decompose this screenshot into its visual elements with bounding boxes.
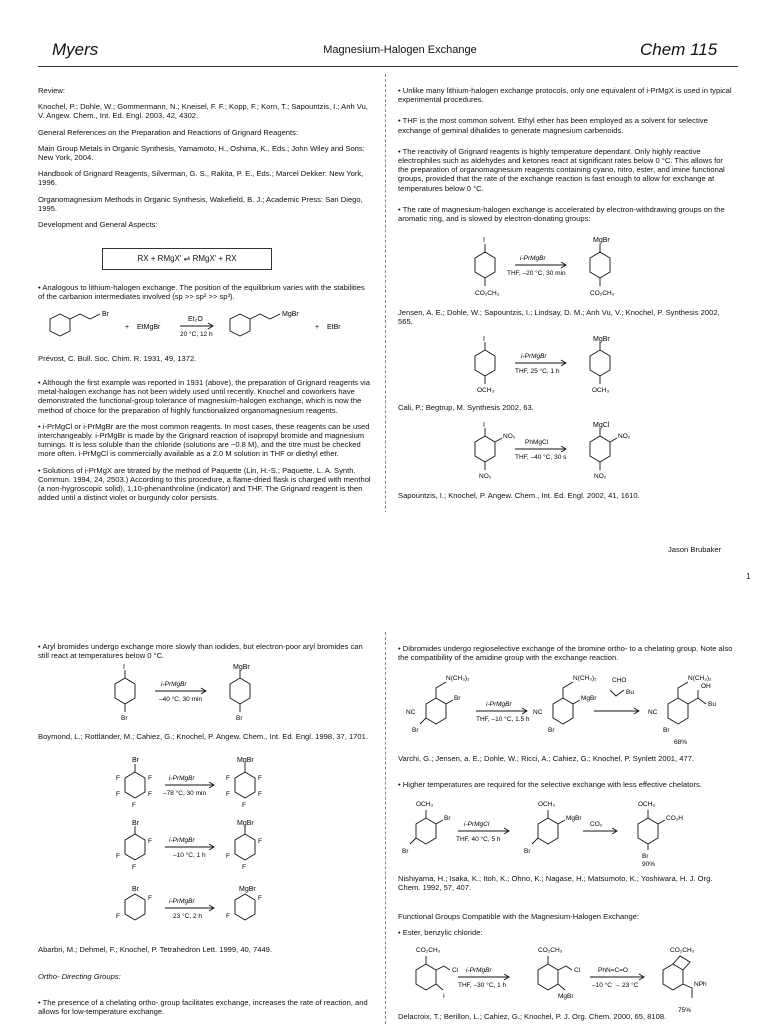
reaction-ester-iodide — [455, 234, 655, 305]
svg-text:F: F — [226, 791, 230, 798]
svg-text:Br: Br — [132, 886, 139, 893]
svg-text:F: F — [242, 802, 246, 809]
svg-text:CO₂CH₃: CO₂CH₃ — [670, 947, 695, 954]
svg-text:Br: Br — [132, 757, 139, 764]
citation-jensen: Jensen, A. E.; Dohle, W.; Sapountzis, I.; Lindsay, D. M.; Anh Vu, V.; Knochel, P. Synthesis 2002, 565. — [398, 308, 720, 327]
svg-text:Br: Br — [121, 715, 128, 722]
reaction-pentafluoro — [105, 754, 285, 825]
left-bullets — [38, 378, 373, 509]
svg-text:I: I — [483, 237, 485, 244]
svg-text:EtMgBr: EtMgBr — [137, 324, 161, 331]
reaction-difluoro — [105, 882, 285, 941]
svg-text:I: I — [123, 664, 125, 671]
svg-text:MgBr: MgBr — [593, 237, 610, 244]
ortho-directing-heading: Ortho- Directing Groups: — [38, 972, 121, 981]
svg-text:Br: Br — [642, 853, 649, 860]
svg-text:OCH₃: OCH₃ — [477, 387, 495, 394]
reaction-ester-isocyanate — [398, 942, 738, 1021]
svg-text:NC: NC — [533, 709, 543, 716]
bullet-temperature: • The reactivity of Grignard reagents is highly temperature dependant. Only highly reactive electrophiles such as aldehydes and ketones react at significant rates below 0 °C. This allows for the preparation of organomagnesium reagents containing cyano, nitro, ester, and imine functional groups, provided that the rate of the exchange reaction is fast enough to allow for exchange at temperatures below 0 °C. — [398, 147, 733, 193]
svg-text:N(CH₃)₂: N(CH₃)₂ — [446, 675, 470, 682]
svg-text:Cl: Cl — [574, 967, 581, 974]
bullet-equivalent: • Unlike many lithium-halogen exchange protocols, only one equivalent of i-PrMgX is used in typical experimental procedures. — [398, 86, 733, 104]
svg-text:CO₂H: CO₂H — [666, 815, 683, 822]
left-column-top — [38, 86, 373, 236]
svg-text:I: I — [483, 422, 485, 429]
svg-text:+: + — [125, 324, 130, 331]
svg-text:Br: Br — [548, 727, 555, 734]
svg-text:F: F — [148, 895, 152, 902]
svg-text:i-PrMgBr: i-PrMgBr — [169, 775, 195, 782]
svg-text:Br: Br — [236, 715, 243, 722]
citation-prevost: Prévost, C. Bull. Soc. Chim. R. 1931, 49, 1372. — [38, 354, 197, 363]
bullet-reagents: • i-PrMgCl or i-PrMgBr are the most common reagents. In most cases, these reagents can be used interchangeably. i-PrMgBr is made by the Grignard reaction of isopropyl bromide and magnesium turnings. It is less soluble than the chloride (solutions are ~0.8 M), and the titre must be checked more often. i-PrMgCl is commercially available as a 2.0 M solution in THF or diethyl ether. — [38, 422, 373, 459]
reaction-trifluoro — [105, 818, 285, 887]
bullet-dibromides: • Dibromides undergo regioselective exchange of the bromine ortho- to a chelating group. Note also the compatibility of the amidine group with the exchange reaction. — [398, 644, 733, 669]
svg-text:Br: Br — [412, 727, 419, 734]
svg-text:CO₂CH₃: CO₂CH₃ — [538, 947, 563, 954]
svg-text:i-PrMgCl: i-PrMgCl — [464, 821, 490, 828]
svg-text:F: F — [116, 853, 120, 860]
development-heading: Development and General Aspects: — [38, 220, 158, 230]
svg-text:CO₂CH₃: CO₂CH₃ — [416, 947, 441, 954]
svg-text:F: F — [116, 791, 120, 798]
svg-text:MgBr: MgBr — [581, 695, 597, 702]
svg-text:–78 °C, 30 min: –78 °C, 30 min — [163, 790, 207, 797]
page-number: 1 — [746, 572, 751, 581]
svg-text:F: F — [132, 802, 136, 809]
svg-text:OH: OH — [701, 683, 711, 690]
citation-abarbri: Abarbri, M.; Dehmel, F.; Knochel, P. Tetrahedron Lett. 1999, 40, 7449. — [38, 945, 272, 954]
svg-text:THF, 25 °C, 1 h: THF, 25 °C, 1 h — [515, 368, 560, 375]
svg-text:CO₂: CO₂ — [590, 821, 603, 828]
header-course: Chem 115 — [640, 40, 718, 59]
svg-text:MgBr: MgBr — [593, 336, 610, 343]
equilibrium-box: RX + RMgX' ⇌ RMgX' + RX — [102, 248, 272, 270]
svg-text:F: F — [258, 895, 262, 902]
svg-text:F: F — [132, 864, 136, 871]
citation-sapountzis: Sapountzis, I.; Knochel, P. Angew. Chem., Int. Ed. Engl. 2002, 41, 1610. — [398, 491, 640, 500]
svg-text:20 °C, 12 h: 20 °C, 12 h — [180, 331, 213, 338]
svg-text:MgBr: MgBr — [233, 664, 250, 671]
bullet-history: • Although the first example was reported in 1931 (above), the preparation of Grignard reagents via metal-halogen exchange has not been widely used until recently. Knochel and coworkers have demonstrated the functional-group tolerance of magnesium-halogen exchange, which is now the method of choice for the preparation of highly functionalized organomagnesium reagents. — [38, 378, 373, 415]
svg-text:F: F — [242, 864, 246, 871]
svg-text:i-PrMgBr: i-PrMgBr — [169, 837, 195, 844]
reaction-anisole-co2 — [398, 796, 718, 873]
svg-text:PhN=C=O: PhN=C=O — [598, 967, 628, 974]
svg-text:CHO: CHO — [612, 677, 627, 684]
reaction-anisole — [455, 334, 655, 401]
general-ref-1: Main Group Metals in Organic Synthesis, Yamamoto, H., Oshima, K., Eds.; John Wiley and Sons: New York, 2004. — [38, 143, 365, 163]
svg-text:THF, –20 °C, 30 min: THF, –20 °C, 30 min — [507, 270, 566, 277]
svg-text:F: F — [258, 838, 262, 845]
svg-text:F: F — [258, 775, 262, 782]
svg-text:THF, –40 °C, 30 s: THF, –40 °C, 30 s — [515, 454, 567, 461]
svg-text:CO₂CH₃: CO₂CH₃ — [590, 290, 615, 297]
svg-text:Br: Br — [454, 695, 461, 702]
bullet-rate: • The rate of magnesium-halogen exchange is accelerated by electron-withdrawing groups on the aromatic ring, and is slowed by electron-donating groups: — [398, 205, 733, 223]
svg-text:NC: NC — [648, 709, 658, 716]
svg-text:EtBr: EtBr — [327, 324, 341, 331]
svg-text:Bu: Bu — [708, 701, 716, 708]
page-2 — [0, 512, 768, 1024]
citation-nishiyama: Nishiyama, H.; Isaka, K.; Itoh, K.; Ohno, K.; Nagase, H.; Matsumoto, K.; Yoshiwara, H. J. Org. Chem. 1992, 57, 407. — [398, 874, 713, 893]
svg-text:OCH₃: OCH₃ — [416, 801, 434, 808]
column-divider-2 — [385, 632, 386, 1024]
svg-text:F: F — [148, 838, 152, 845]
svg-text:23 °C, 2 h: 23 °C, 2 h — [173, 913, 202, 920]
svg-text:MgBr: MgBr — [566, 815, 582, 822]
svg-text:F: F — [148, 775, 152, 782]
svg-text:MgCl: MgCl — [593, 422, 610, 429]
header-rule — [38, 66, 738, 67]
svg-text:THF, –30 °C, 1 h: THF, –30 °C, 1 h — [458, 982, 507, 989]
svg-text:Br: Br — [402, 848, 409, 855]
svg-text:+: + — [315, 324, 320, 331]
svg-text:75%: 75% — [678, 1007, 692, 1014]
svg-text:F: F — [116, 775, 120, 782]
functional-groups-heading: Functional Groups Compatible with the Magnesium-Halogen Exchange: — [398, 912, 640, 921]
signature: Jason Brubaker — [668, 545, 722, 554]
svg-text:68%: 68% — [674, 739, 688, 746]
svg-text:OCH₃: OCH₃ — [538, 801, 556, 808]
svg-text:i-PrMgBr: i-PrMgBr — [521, 353, 547, 360]
svg-text:Br: Br — [444, 815, 451, 822]
svg-text:N(CH₃)₂: N(CH₃)₂ — [688, 675, 712, 682]
general-refs-heading: General References on the Preparation and Reactions of Grignard Reagents: — [38, 127, 299, 137]
svg-text:MgBr: MgBr — [237, 820, 254, 827]
svg-text:F: F — [148, 791, 152, 798]
svg-text:Br: Br — [663, 727, 670, 734]
bullet-higher-temp: • Higher temperatures are required for the selective exchange with less effective chelators. — [398, 780, 733, 796]
header-author: Myers — [52, 40, 99, 59]
general-ref-2: Handbook of Grignard Reagents, Silverman, G. S., Rakita, P. E., Eds.; Marcel Dekker: New York, 1996. — [38, 169, 364, 188]
svg-text:NC: NC — [406, 709, 416, 716]
svg-text:OCH₃: OCH₃ — [592, 387, 610, 394]
bullet-aryl-bromides: • Aryl bromides undergo exchange more slowly than iodides, but electron-poor aryl bromides can still react at temperatures below 0 °C. — [38, 642, 373, 667]
svg-text:i-PrMgBr: i-PrMgBr — [486, 701, 512, 708]
svg-text:Bu: Bu — [626, 689, 634, 696]
svg-text:90%: 90% — [642, 861, 656, 868]
reaction-iodobromobenzene — [95, 662, 295, 729]
svg-text:Br: Br — [132, 820, 139, 827]
svg-text:Br: Br — [102, 311, 109, 318]
svg-text:N(CH₃)₂: N(CH₃)₂ — [573, 675, 597, 682]
svg-text:–40 °C, 30 min: –40 °C, 30 min — [159, 696, 203, 703]
svg-text:I: I — [443, 993, 445, 1000]
svg-text:F: F — [226, 775, 230, 782]
svg-text:F: F — [226, 913, 230, 920]
citation-delacroix: Delacroix, T.; Berillon, L.; Cahiez, G.; Knochel, P. J. Org. Chem. 2000, 65, 8108. — [398, 1012, 667, 1021]
reaction-prevost — [40, 306, 370, 351]
citation-cali: Cali, P.; Begtrup, M. Synthesis 2002, 63. — [398, 403, 534, 412]
svg-text:THF, 40 °C, 5 h: THF, 40 °C, 5 h — [456, 836, 501, 843]
svg-text:F: F — [258, 791, 262, 798]
svg-text:I: I — [483, 336, 485, 343]
svg-text:OCH₃: OCH₃ — [638, 801, 656, 808]
svg-text:–10 °C, 1 h: –10 °C, 1 h — [173, 852, 206, 859]
svg-text:–10 °C → 23 °C: –10 °C → 23 °C — [592, 982, 639, 989]
svg-text:i-PrMgBr: i-PrMgBr — [520, 255, 546, 262]
svg-text:MgBr: MgBr — [237, 757, 254, 764]
svg-text:PhMgCl: PhMgCl — [525, 439, 549, 446]
svg-text:F: F — [226, 853, 230, 860]
svg-text:i-PrMgBr: i-PrMgBr — [161, 681, 187, 688]
review-heading: Review: — [38, 86, 66, 95]
bullet-titration: • Solutions of i-PrMgX are titrated by the method of Paquette (Lin, H.-S.; Paquette, L. A. Synth. Commun. 1994, 24, 2503.) According to this procedure, a flame-dried flask is charged with menthol (a non-hygroscopic solid), 1,10-phenanthroline (indicator) and THF. The Grignard reagent is then added until a distinct violet or burgundy color persists. — [38, 466, 373, 503]
reaction-dinitro — [455, 420, 655, 487]
svg-text:Cl: Cl — [452, 967, 459, 974]
reaction-amidine — [398, 668, 738, 753]
citation-boymond: Boymond, L.; Rottländer, M.; Cahiez, G.; Knochel, P. Angew. Chem., Int. Ed. Engl. 1998, 37, 1701. — [38, 732, 368, 741]
svg-text:NO₂: NO₂ — [594, 473, 607, 480]
svg-text:i-PrMgBr: i-PrMgBr — [169, 898, 195, 905]
bullet-ester: • Ester, benzylic chloride: — [398, 928, 733, 944]
header-title: Magnesium-Halogen Exchange — [323, 44, 477, 56]
general-ref-3: Organomagnesium Methods in Organic Synthesis, Wakefield, B. J.; Academic Press: San Diego, 1995. — [38, 194, 363, 213]
svg-text:NPh: NPh — [694, 981, 707, 988]
bullet-analogous: • Analogous to lithium-halogen exchange. The position of the equilibrium varies with the stabilities of the carbanion intermediates involved (sp >> sp² >> sp³). — [38, 283, 373, 308]
svg-text:i-PrMgBr: i-PrMgBr — [466, 967, 492, 974]
citation-varchi: Varchi, G.; Jensen, a. E.; Dohle, W.; Ricci, A.; Cahiez, G.; Knochel, P. Synlett 2001, 477. — [398, 754, 695, 763]
column-divider — [385, 74, 386, 512]
svg-text:Br: Br — [524, 848, 531, 855]
svg-text:F: F — [116, 913, 120, 920]
svg-text:NO₂: NO₂ — [618, 433, 631, 440]
bullet-solvent: • THF is the most common solvent. Ethyl ether has been employed as a solvent for selective exchange of geminal dihalides to generate magnesium carbenoids. — [398, 116, 733, 134]
svg-text:MgBr: MgBr — [282, 311, 299, 318]
svg-text:NO₂: NO₂ — [503, 433, 516, 440]
bullet-chelating: • The presence of a chelating ortho- group facilitates exchange, increases the rate of reaction, and allows for low-temperature exchange. — [38, 998, 373, 1023]
review-ref: Knochel, P.; Dohle, W.; Gommermann, N.; Kneisel, F. F.; Kopp, F.; Korn, T.; Sapountzis, I.; Anh Vu, V. Angew. Chem., Int. Ed. Engl. 2003, 42, 4302. — [38, 102, 368, 121]
svg-text:CO₂CH₃: CO₂CH₃ — [475, 290, 500, 297]
svg-text:MgBr: MgBr — [239, 886, 256, 893]
svg-text:Et₂O: Et₂O — [188, 316, 203, 323]
svg-text:NO₂: NO₂ — [479, 473, 492, 480]
svg-text:MgBr: MgBr — [558, 993, 574, 1000]
right-column-top — [398, 86, 733, 230]
svg-text:THF, –10 °C, 1.5 h: THF, –10 °C, 1.5 h — [476, 716, 530, 723]
